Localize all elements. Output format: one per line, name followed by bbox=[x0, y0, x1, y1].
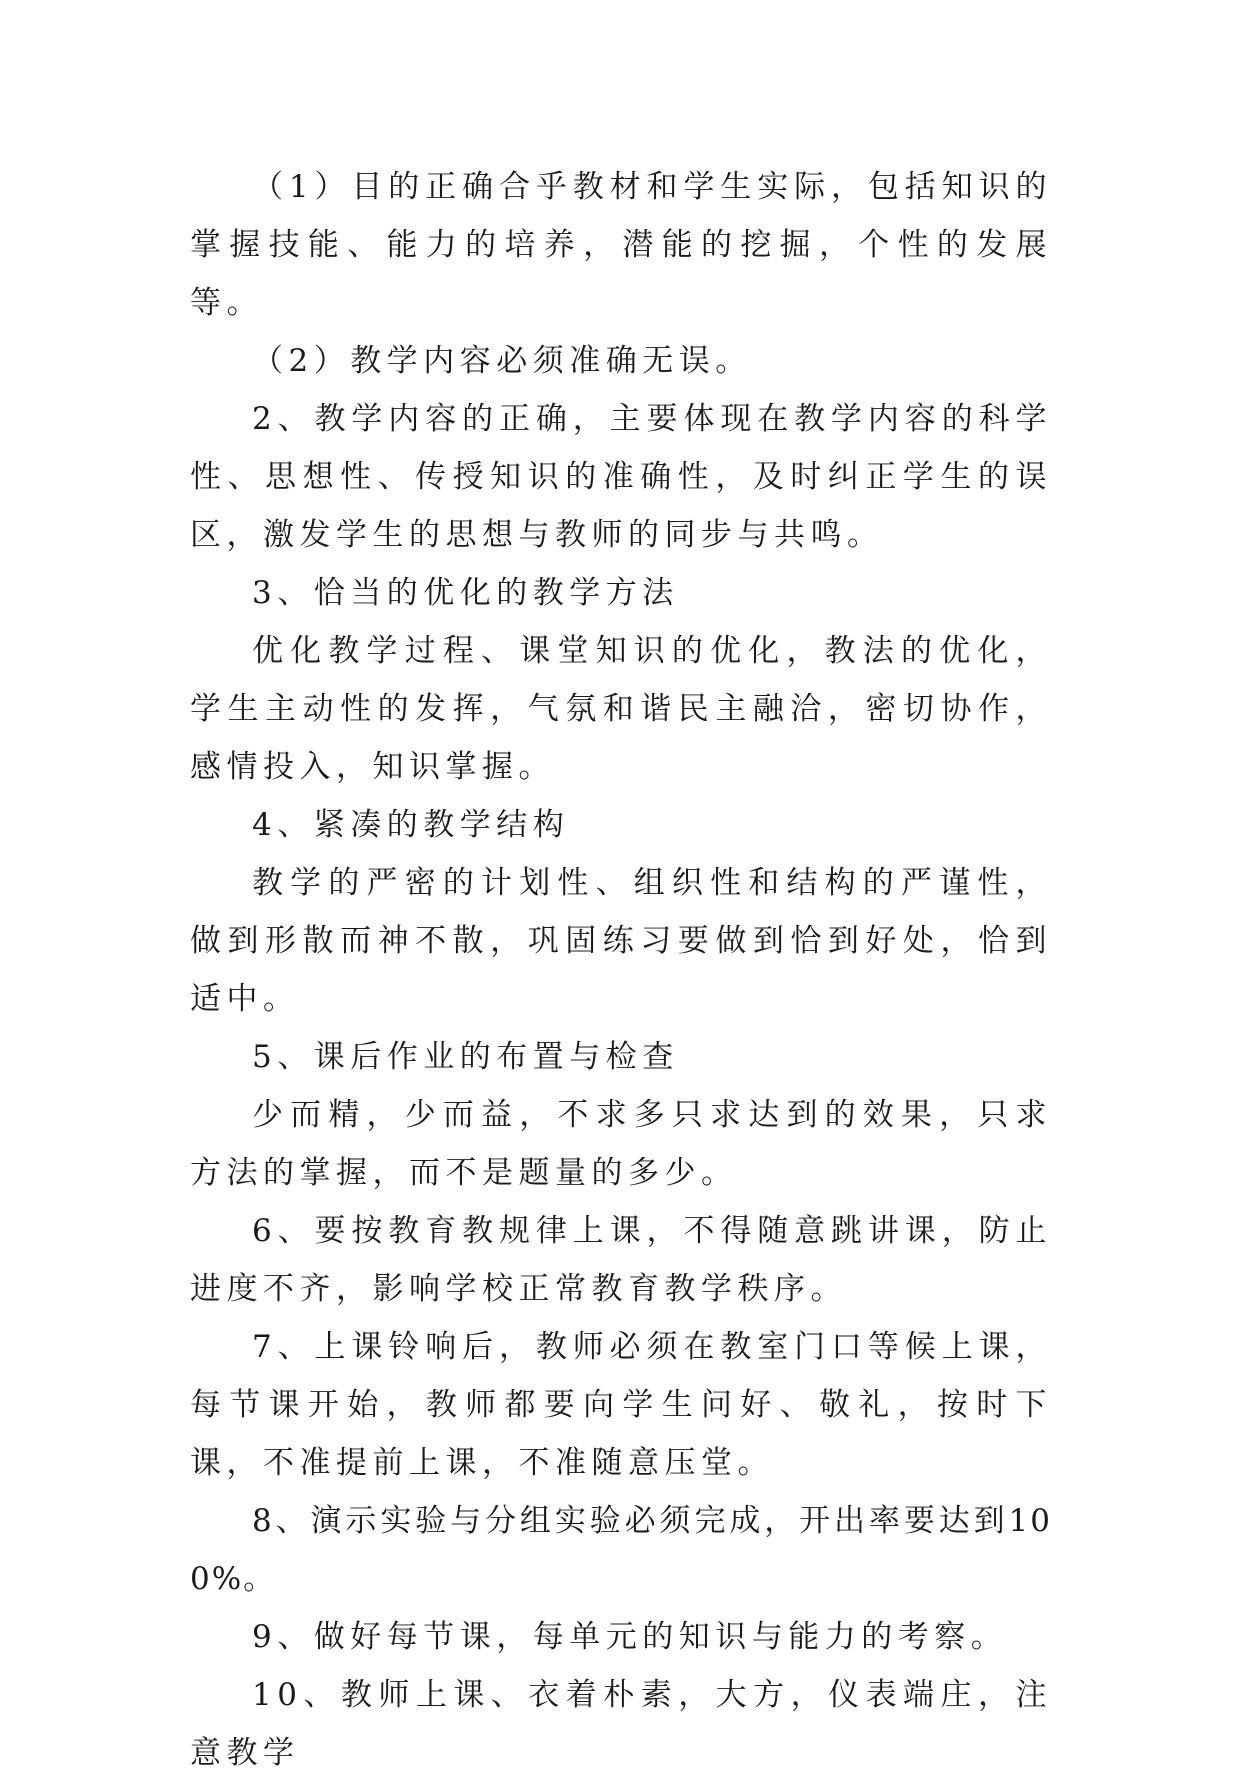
paragraph-objectives: （1）目的正确合乎教材和学生实际，包括知识的掌握技能、能力的培养，潜能的挖掘，个性的发展等。 bbox=[190, 169, 1052, 321]
paragraph-item-10: 10、教师上课、衣着朴素，大方，仪表端庄，注意教学 bbox=[190, 1677, 1052, 1771]
paragraph-item-4-body: 教学的严密的计划性、组织性和结构的严谨性，做到形散而神不散，巩固练习要做到恰到好处，恰到适中。 bbox=[190, 865, 1052, 1017]
paragraph-content-accuracy: （2）教学内容必须准确无误。 bbox=[252, 343, 752, 379]
paragraph-item-5-body: 少而精，少而益，不求多只求达到的效果，只求方法的掌握，而不是题量的多少。 bbox=[190, 1097, 1052, 1191]
paragraph-item-5-heading: 5、课后作业的布置与检查 bbox=[252, 1039, 679, 1075]
paragraph-item-7: 7、上课铃响后，教师必须在教室门口等候上课，每节课开始，教师都要向学生问好、敬礼，按时下课，不准提前上课，不准随意压堂。 bbox=[190, 1329, 1052, 1481]
paragraph-item-8: 8、演示实验与分组实验必须完成，开出率要达到100%。 bbox=[190, 1503, 1052, 1597]
paragraph-item-3-heading: 3、恰当的优化的教学方法 bbox=[252, 575, 679, 611]
paragraph-item-2: 2、教学内容的正确，主要体现在教学内容的科学性、思想性、传授知识的准确性，及时纠正学生的误区，激发学生的思想与教师的同步与共鸣。 bbox=[190, 401, 1052, 553]
paragraph-item-9: 9、做好每节课，每单元的知识与能力的考察。 bbox=[252, 1619, 1008, 1655]
paragraph-item-6: 6、要按教育教规律上课，不得随意跳讲课，防止进度不齐，影响学校正常教育教学秩序。 bbox=[190, 1213, 1052, 1307]
paragraph-item-4-heading: 4、紧凑的教学结构 bbox=[252, 807, 570, 843]
paragraph-item-3-body: 优化教学过程、课堂知识的优化，教法的优化，学生主动性的发挥，气氛和谐民主融洽，密切协作，感情投入，知识掌握。 bbox=[190, 633, 1052, 785]
document-body bbox=[190, 158, 1052, 1782]
